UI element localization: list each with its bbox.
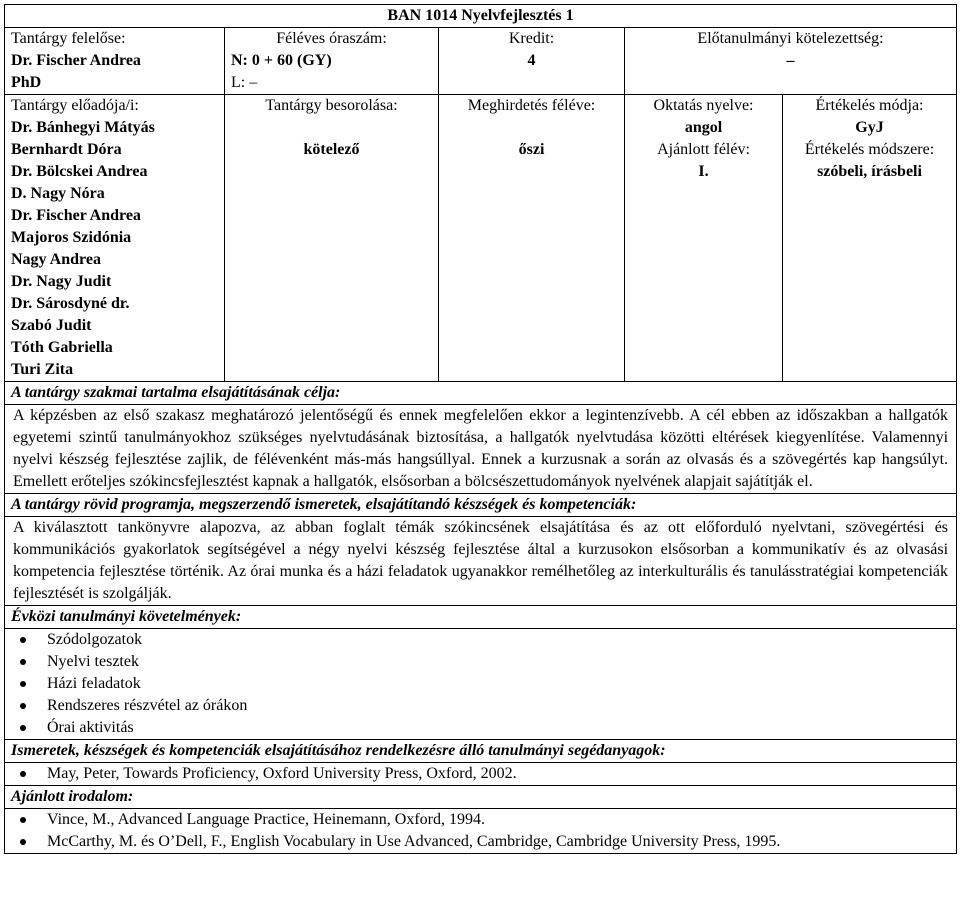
- goal-heading: A tantárgy szakmai tartalma elsajátításának célja:: [5, 382, 957, 405]
- lecturer-name: Tóth Gabriella: [11, 339, 113, 356]
- list-item: May, Peter, Towards Proficiency, Oxford University Press, Oxford, 2002.: [47, 763, 950, 785]
- responsible-name-line1: Dr. Fischer Andrea: [11, 52, 141, 69]
- prereq-cell: [625, 28, 957, 95]
- credit-label: Kredit:: [508, 30, 555, 47]
- course-table: [4, 4, 957, 854]
- assessment-method-label: Értékelés módszere:: [804, 141, 935, 158]
- lecturer-name: Dr. Sárosdyné dr.: [11, 295, 130, 312]
- credit-cell: [439, 28, 625, 95]
- literature-list-row: [5, 809, 957, 854]
- goal-text: A képzésben az első szakasz meghatározó jelentőségű és ennek megfelelően ekkor a legintenzívebb. A cél ebben az időszakban a hallgatók egyetemi szintű tanulmányokhoz szükséges nyelvtudásának biztosítása, a hallgatók nyelvtudása közötti eltérések kiegyenlítése. Valamennyi nyelvi készség fejlesztése zajlik, de félévenként más-más hangsúllyal. Ennek a kurzusnak a során az olvasás és a szövegértés kap hangsúlyt. Emellett erőteljes szókincsfejlesztést kapnak a hallgatók, elsősorban a bölcsészettudományok nyelvének alapjait sajátítják el.: [5, 405, 957, 494]
- lecturer-name: Dr. Bölcskei Andrea: [11, 163, 148, 180]
- assessment-method-value: szóbeli, írásbeli: [817, 163, 922, 180]
- title-row: [5, 5, 957, 28]
- classification-label: Tantárgy besorolása:: [265, 97, 398, 114]
- materials-list-cell: [5, 763, 957, 786]
- recommended-semester-label: Ajánlott félév:: [657, 141, 750, 158]
- program-text-row: [5, 517, 957, 606]
- list-item: Vince, M., Advanced Language Practice, Heinemann, Oxford, 1994.: [47, 809, 950, 831]
- requirements-heading: Évközi tanulmányi követelmények:: [5, 606, 957, 629]
- literature-list-cell: [5, 809, 957, 854]
- program-heading-row: [5, 494, 957, 517]
- materials-list: [11, 763, 950, 785]
- responsible-name-line2: PhD: [11, 74, 42, 91]
- materials-heading-row: [5, 740, 957, 763]
- lecturer-name: Majoros Szidónia: [11, 229, 132, 246]
- hours-n: N: 0 + 60 (GY): [231, 52, 332, 69]
- credit-value: 4: [527, 52, 536, 69]
- lecturer-name: Dr. Bánhegyi Mátyás: [11, 119, 155, 136]
- list-item: Rendszeres részvétel az órákon: [47, 695, 950, 717]
- lecturer-name: D. Nagy Nóra: [11, 185, 105, 202]
- list-item: Házi feladatok: [47, 673, 950, 695]
- literature-heading-row: [5, 786, 957, 809]
- list-item: McCarthy, M. és O’Dell, F., English Vocabulary in Use Advanced, Cambridge, Cambridge University Press, 1995.: [47, 831, 950, 853]
- lecturer-name: Dr. Nagy Judit: [11, 273, 112, 290]
- language-value: angol: [684, 119, 723, 136]
- requirements-list-row: [5, 629, 957, 740]
- prereq-label: Előtanulmányi kötelezettség:: [697, 30, 884, 47]
- classification-cell: [225, 95, 439, 382]
- lecturers-cell: [5, 95, 225, 382]
- language-cell: [625, 95, 783, 382]
- header-info-row: [5, 28, 957, 95]
- lecturer-name: Turi Zita: [11, 361, 74, 378]
- hours-label: Féléves óraszám:: [276, 30, 387, 47]
- literature-list: [11, 809, 950, 853]
- goal-text-row: [5, 405, 957, 494]
- responsible-cell: [5, 28, 225, 95]
- hours-l: L: –: [231, 74, 258, 91]
- language-label: Oktatás nyelve:: [653, 97, 754, 114]
- program-text: A kiválasztott tankönyvre alapozva, az abban foglalt témák szókincsének elsajátítása és az ott előforduló nyelvtani, szövegértési és kommunikációs gyakorlatok segítségével a négy nyelvi készség fejlesztése által a kurzusokon elsősorban a kommunikatív és az olvasási kompetencia fejlesztése történik. Az órai munka és a házi feladatok ugyanakkor remélhetőleg az interkulturális és tanulásstratégiai kompetenciák fejlesztését is szolgálják.: [5, 517, 957, 606]
- lecturers-label: Tantárgy előadója/i:: [11, 97, 139, 114]
- semester-offered-cell: [439, 95, 625, 382]
- semester-offered-value: őszi: [518, 141, 545, 158]
- requirements-list: [11, 629, 950, 739]
- materials-heading: Ismeretek, készségek és kompetenciák elsajátításához rendelkezésre álló tanulmányi segédanyagok:: [5, 740, 957, 763]
- materials-list-row: [5, 763, 957, 786]
- lecturer-name: Dr. Fischer Andrea: [11, 207, 141, 224]
- assessment-type-value: GyJ: [855, 119, 884, 136]
- lecturer-name: Bernhardt Dóra: [11, 141, 122, 158]
- requirements-list-cell: [5, 629, 957, 740]
- list-item: Órai aktivitás: [47, 717, 950, 739]
- semester-offered-label: Meghirdetés féléve:: [467, 97, 596, 114]
- details-row: [5, 95, 957, 382]
- assessment-type-label: Értékelés módja:: [815, 97, 924, 114]
- requirements-heading-row: [5, 606, 957, 629]
- responsible-label: Tantárgy felelőse:: [11, 30, 126, 47]
- course-title: BAN 1014 Nyelvfejlesztés 1: [5, 5, 957, 28]
- literature-heading: Ajánlott irodalom:: [5, 786, 957, 809]
- assessment-cell: [783, 95, 957, 382]
- recommended-semester-value: I.: [698, 163, 709, 180]
- lecturer-name: Szabó Judit: [11, 317, 92, 334]
- goal-heading-row: [5, 382, 957, 405]
- program-heading: A tantárgy rövid programja, megszerzendő ismeretek, elsajátítandó készségek és kompetenciák:: [5, 494, 957, 517]
- hours-cell: [225, 28, 439, 95]
- classification-value: kötelező: [303, 141, 360, 158]
- prereq-value: –: [786, 52, 795, 69]
- lecturer-name: Nagy Andrea: [11, 251, 101, 268]
- list-item: Szódolgozatok: [47, 629, 950, 651]
- list-item: Nyelvi tesztek: [47, 651, 950, 673]
